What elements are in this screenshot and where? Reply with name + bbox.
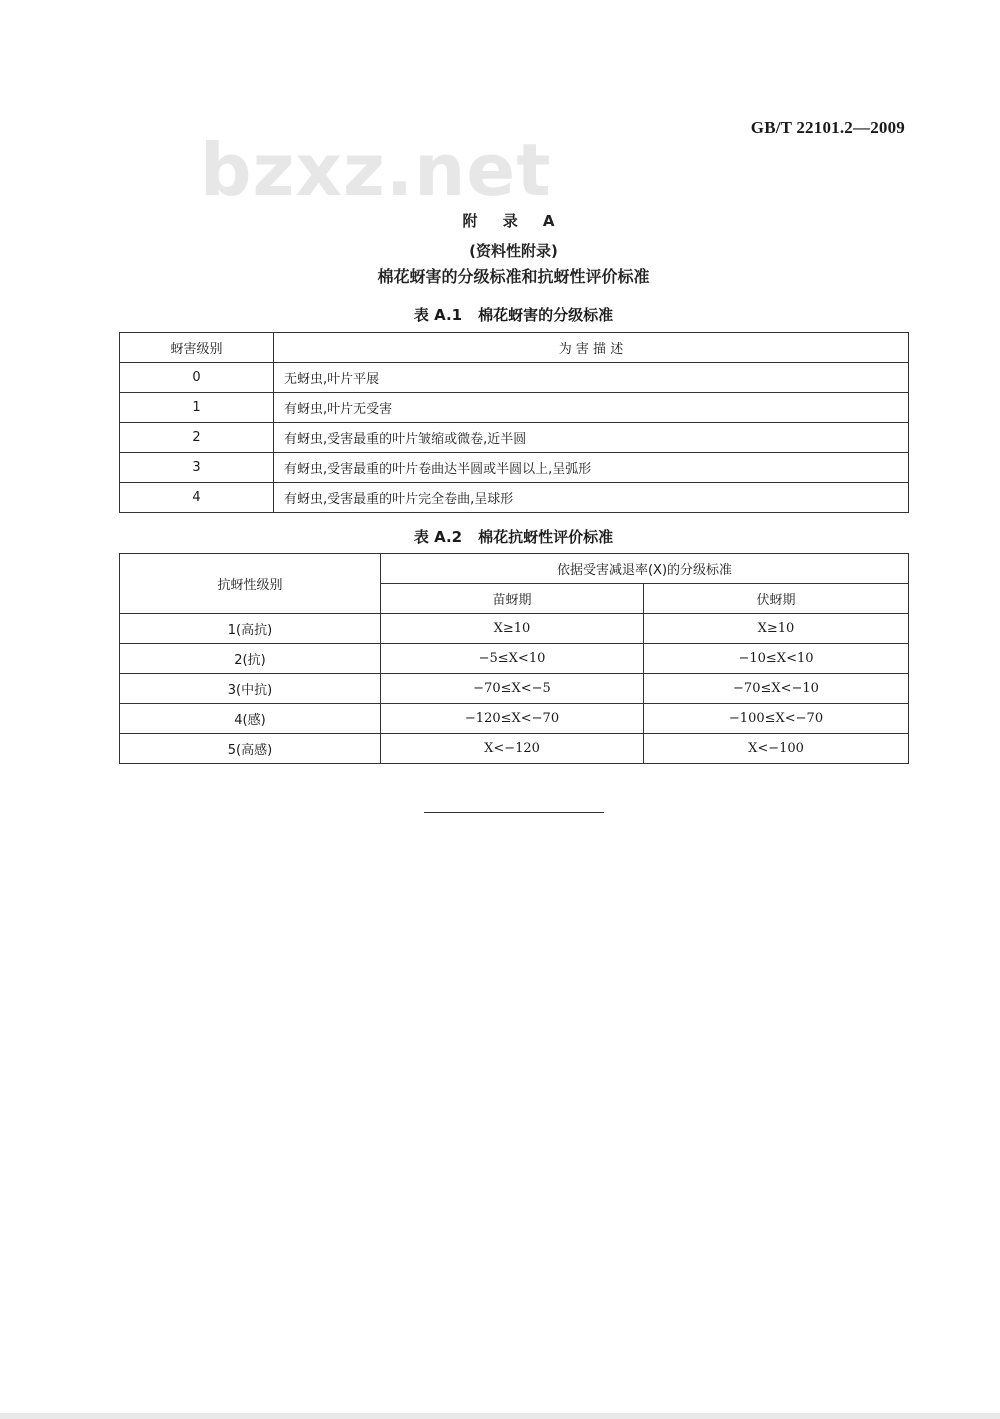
damage-level-cell: 4 xyxy=(120,483,274,513)
damage-level-cell: 0 xyxy=(120,363,274,393)
table2-caption xyxy=(0,526,1000,547)
summer-criterion-cell: −100≤X<−70 xyxy=(644,704,909,734)
table-header-row xyxy=(120,333,909,363)
resistance-level-cell: 2(抗) xyxy=(120,644,381,674)
table-row xyxy=(120,734,909,764)
summer-criterion-cell: X<−100 xyxy=(644,734,909,764)
table1-caption xyxy=(0,304,1000,325)
summer-criterion-cell: −10≤X<10 xyxy=(644,644,909,674)
table-row xyxy=(120,704,909,734)
damage-description-cell: 有蚜虫,受害最重的叶片完全卷曲,呈球形 xyxy=(274,483,909,513)
page-bottom-edge xyxy=(0,1413,1000,1419)
header-summer-aphid-period: 伏蚜期 xyxy=(644,584,909,614)
header-damage-description: 为 害 描 述 xyxy=(274,333,909,363)
damage-description-cell: 有蚜虫,叶片无受害 xyxy=(274,393,909,423)
table-row xyxy=(120,614,909,644)
table2-caption-number: 表 A.2 xyxy=(413,528,463,546)
damage-description-cell: 有蚜虫,受害最重的叶片卷曲达半圆或半圆以上,呈弧形 xyxy=(274,453,909,483)
damage-description-cell: 无蚜虫,叶片平展 xyxy=(274,363,909,393)
table-row xyxy=(120,363,909,393)
end-of-annex-rule xyxy=(424,812,604,813)
summer-criterion-cell: −70≤X<−10 xyxy=(644,674,909,704)
table-header-row xyxy=(120,554,909,584)
seedling-criterion-cell: −5≤X<10 xyxy=(381,644,644,674)
damage-description-cell: 有蚜虫,受害最重的叶片皱缩或微卷,近半圆 xyxy=(274,423,909,453)
table2-caption-title: 棉花抗蚜性评价标准 xyxy=(478,528,614,546)
resistance-level-cell: 3(中抗) xyxy=(120,674,381,704)
damage-level-cell: 2 xyxy=(120,423,274,453)
table-row xyxy=(120,423,909,453)
table-row xyxy=(120,393,909,423)
table-row xyxy=(120,453,909,483)
watermark: bzxz.net xyxy=(200,128,552,212)
table-row xyxy=(120,674,909,704)
summer-criterion-cell: X≥10 xyxy=(644,614,909,644)
seedling-criterion-cell: −120≤X<−70 xyxy=(381,704,644,734)
resistance-level-cell: 5(高感) xyxy=(120,734,381,764)
table1-caption-number: 表 A.1 xyxy=(413,306,463,324)
seedling-criterion-cell: X≥10 xyxy=(381,614,644,644)
resistance-level-cell: 1(高抗) xyxy=(120,614,381,644)
header-damage-level: 蚜害级别 xyxy=(120,333,274,363)
table-row xyxy=(120,644,909,674)
annex-title: 棉花蚜害的分级标准和抗蚜性评价标准 xyxy=(377,267,650,286)
aphid-damage-grade-table xyxy=(119,332,909,513)
table-row xyxy=(120,483,909,513)
header-seedling-aphid-period: 苗蚜期 xyxy=(381,584,644,614)
table1-caption-title: 棉花蚜害的分级标准 xyxy=(478,306,614,324)
damage-level-cell: 1 xyxy=(120,393,274,423)
document-code: GB/T 22101.2—2009 xyxy=(750,118,905,137)
seedling-criterion-cell: X<−120 xyxy=(381,734,644,764)
resistance-level-cell: 4(感) xyxy=(120,704,381,734)
header-resistance-level: 抗蚜性级别 xyxy=(120,554,381,614)
annex-label: 附 录 A xyxy=(462,212,565,230)
seedling-criterion-cell: −70≤X<−5 xyxy=(381,674,644,704)
damage-level-cell: 3 xyxy=(120,453,274,483)
aphid-resistance-evaluation-table xyxy=(119,553,909,764)
header-grading-standard: 依据受害减退率(X)的分级标准 xyxy=(381,554,909,584)
annex-note: (资料性附录) xyxy=(469,242,558,260)
